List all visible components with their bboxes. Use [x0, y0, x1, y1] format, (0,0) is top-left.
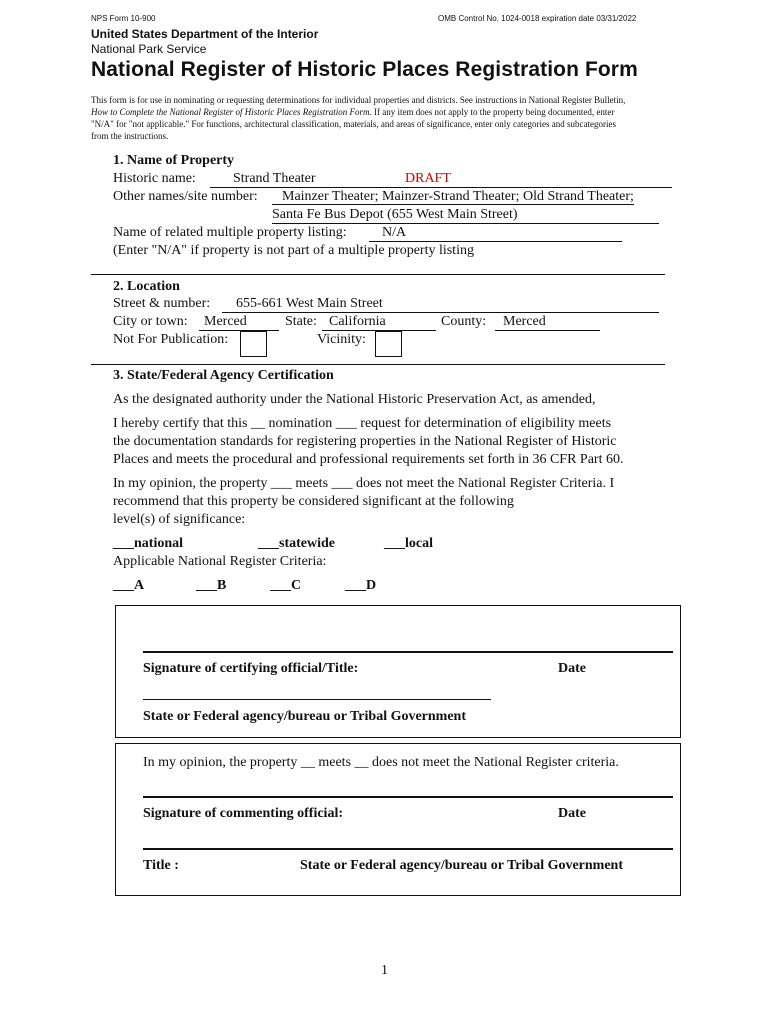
certify-text-line-3: Places and meets the procedural and professional requirements set forth in 36 CFR Part 60. [113, 452, 624, 467]
level-statewide[interactable]: ___statewide [258, 536, 335, 551]
divider-1 [91, 274, 665, 275]
agency-line-1[interactable] [143, 699, 491, 700]
date-label-1: Date [558, 661, 586, 676]
level-national[interactable]: ___national [113, 536, 184, 551]
county-field[interactable] [495, 314, 600, 331]
vicinity-label: Vicinity: [317, 332, 366, 347]
historic-name-value: Strand Theater [233, 171, 316, 186]
criterion-c[interactable]: ___C [270, 578, 302, 593]
page-number: 1 [381, 963, 388, 978]
street-label: Street & number: [113, 296, 211, 311]
certify-text-line-1: I hereby certify that this __ nomination ___ request for determination of eligibility meets [113, 416, 612, 431]
form-number: NPS Form 10-900 [91, 14, 156, 23]
page-title: National Register of Historic Places Registration Form [91, 58, 638, 81]
other-names-value-1: Mainzer Theater; Mainzer-Strand Theater; Old Strand Theater; [272, 189, 634, 205]
commenting-opinion-text: In my opinion, the property __ meets __ does not meet the National Register criteria. [143, 755, 619, 770]
multiple-property-note: (Enter "N/A" if property is not part of a multiple property listing [113, 243, 474, 258]
instructions-line-3: "N/A" for "not applicable." For functions, architectural classification, materials, and areas of significance, enter only categories and subcategories [91, 119, 617, 129]
state-value: California [329, 314, 386, 329]
title-label: Title : [143, 858, 179, 873]
instructions-line-4: from the instructions. [91, 131, 169, 141]
not-for-publication-label: Not For Publication: [113, 332, 229, 347]
county-label: County: [441, 314, 487, 329]
signature-certifying-label: Signature of certifying official/Title: [143, 661, 359, 676]
other-names-field[interactable] [272, 189, 634, 205]
county-value: Merced [503, 314, 546, 329]
criterion-a[interactable]: ___A [113, 578, 145, 593]
department-name: United States Department of the Interior [91, 27, 319, 41]
opinion-text-line-1: In my opinion, the property ___ meets ___ does not meet the National Register Criteria. I [113, 476, 615, 491]
criteria-label: Applicable National Register Criteria: [113, 554, 327, 569]
historic-name-field[interactable] [210, 171, 672, 188]
draft-watermark: DRAFT [405, 171, 451, 186]
section-2-heading: 2. Location [113, 279, 180, 294]
opinion-text-line-3: level(s) of significance: [113, 512, 246, 527]
historic-name-label: Historic name: [113, 171, 196, 186]
agency-label-1: State or Federal agency/bureau or Tribal Government [143, 709, 467, 724]
multiple-property-field[interactable] [369, 225, 622, 242]
opinion-text-line-2: recommend that this property be considered significant at the following [113, 494, 514, 509]
section-1-heading: 1. Name of Property [113, 153, 235, 168]
instructions-line-2-rest: If any item does not apply to the property being documented, enter [371, 107, 615, 117]
certify-text-line-2: the documentation standards for registering properties in the National Register of Historic [113, 434, 617, 449]
omb-control-number: OMB Control No. 1024-0018 expiration date 03/31/2022 [438, 14, 637, 23]
other-names-label: Other names/site number: [113, 189, 258, 204]
signature-line-1[interactable] [143, 651, 673, 653]
street-value: 655-661 West Main Street [236, 296, 383, 311]
level-local[interactable]: ___local [384, 536, 433, 551]
agency-label-2: State or Federal agency/bureau or Tribal Government [300, 858, 624, 873]
date-label-2: Date [558, 806, 586, 821]
city-value: Merced [204, 314, 247, 329]
criterion-d[interactable]: ___D [345, 578, 377, 593]
section-3-heading: 3. State/Federal Agency Certification [113, 368, 334, 383]
street-field[interactable] [222, 296, 659, 313]
other-names-field-line-2[interactable] [272, 207, 659, 224]
vicinity-checkbox[interactable] [375, 331, 402, 357]
instructions-line-1: This form is for use in nominating or requesting determinations for individual properties and districts. See instructions in National Register Bulletin, [91, 95, 626, 105]
service-name: National Park Service [91, 42, 207, 56]
other-names-value-2: Santa Fe Bus Depot (655 West Main Street) [272, 207, 518, 222]
divider-2 [91, 364, 665, 365]
city-label: City or town: [113, 314, 188, 329]
bulletin-title: How to Complete the National Register of Historic Places Registration Form. [91, 107, 372, 117]
certification-authority-text: As the designated authority under the National Historic Preservation Act, as amended, [113, 392, 596, 407]
title-agency-line[interactable] [143, 848, 673, 850]
instructions-line-2 [91, 106, 681, 118]
not-for-publication-checkbox[interactable] [240, 331, 267, 357]
multiple-property-label: Name of related multiple property listing: [113, 225, 347, 240]
signature-commenting-label: Signature of commenting official: [143, 806, 343, 821]
signature-line-2[interactable] [143, 796, 673, 798]
criterion-b[interactable]: ___B [196, 578, 227, 593]
city-field[interactable] [199, 314, 279, 331]
state-label: State: [285, 314, 317, 329]
state-field[interactable] [322, 314, 436, 331]
multiple-property-value: N/A [382, 225, 407, 240]
